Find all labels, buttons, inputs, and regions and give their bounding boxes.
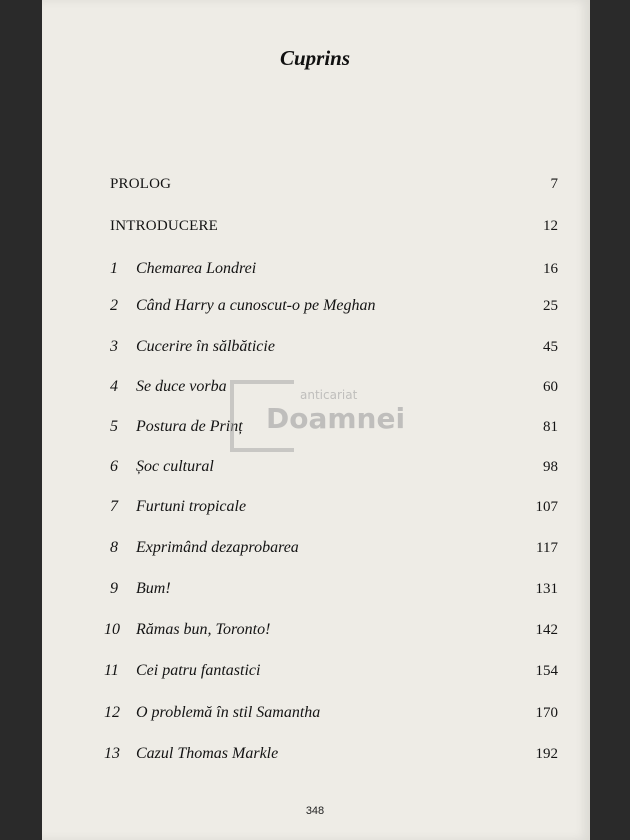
entry-number: 5 [110, 418, 118, 435]
entry-page: 107 [535, 499, 558, 515]
entry-number: 10 [104, 621, 120, 638]
entry-label: Bum! [136, 580, 171, 597]
toc-entry [104, 662, 558, 684]
entry-number: 2 [110, 297, 118, 314]
entry-label: Furtuni tropicale [136, 498, 247, 515]
entry-number: 9 [110, 580, 118, 597]
entry-number: 13 [104, 745, 120, 762]
toc-entry [104, 745, 558, 767]
toc-entry [104, 621, 558, 643]
page-number: 348 [305, 805, 325, 817]
toc-entry [110, 218, 558, 240]
toc-entry [104, 704, 558, 726]
toc-entry [110, 260, 558, 282]
entry-label: INTRODUCERE [110, 218, 219, 234]
entry-page: 192 [535, 746, 558, 762]
entry-label: Rămas bun, Toronto! [136, 621, 271, 638]
entry-label: O problemă în stil Samantha [136, 704, 321, 721]
watermark-big-text: Doamnei [266, 402, 406, 435]
entry-number: 4 [110, 378, 118, 395]
toc-entry [110, 580, 558, 602]
entry-page: 98 [543, 459, 558, 475]
entry-page: 25 [543, 298, 558, 314]
entry-number: 8 [110, 539, 118, 556]
entry-page: 170 [535, 705, 558, 721]
entry-label: Șoc cultural [136, 458, 214, 475]
entry-label: Exprimând dezaprobarea [136, 539, 299, 556]
toc-entry [110, 338, 558, 360]
entry-number: 3 [110, 338, 118, 355]
entry-label: Când Harry a cunoscut-o pe Meghan [136, 297, 376, 314]
toc-entry [110, 176, 558, 198]
toc-entry [110, 418, 558, 440]
entry-label: Cei patru fantastici [136, 662, 261, 679]
entry-page: 154 [535, 663, 558, 679]
entry-page: 131 [535, 581, 558, 597]
entry-number: 7 [110, 498, 118, 515]
entry-label: Cazul Thomas Markle [136, 745, 279, 762]
entry-number: 1 [110, 260, 118, 277]
entry-number: 6 [110, 458, 118, 475]
toc-entry [110, 539, 558, 561]
entry-page: 16 [543, 261, 558, 277]
entry-label: Postura de Prinț [136, 418, 243, 435]
entry-page: 142 [535, 622, 558, 638]
entry-label: PROLOG [110, 176, 172, 192]
entry-number: 11 [104, 662, 119, 679]
entry-label: Chemarea Londrei [136, 260, 257, 277]
entry-page: 12 [543, 218, 558, 234]
toc-entry [110, 378, 558, 400]
entry-label: Se duce vorba [136, 378, 227, 395]
entry-label: Cucerire în sălbăticie [136, 338, 275, 355]
toc-title: Cuprins [279, 46, 351, 70]
entry-page: 45 [543, 339, 558, 355]
entry-number: 12 [104, 704, 120, 721]
entry-page: 117 [536, 540, 558, 556]
toc-entry [110, 297, 558, 319]
toc-entry [110, 498, 558, 520]
watermark-small-text: anticariat [300, 388, 358, 402]
entry-page: 60 [543, 379, 558, 395]
toc-entry [110, 458, 558, 480]
entry-page: 7 [550, 176, 558, 192]
entry-page: 81 [543, 419, 558, 435]
